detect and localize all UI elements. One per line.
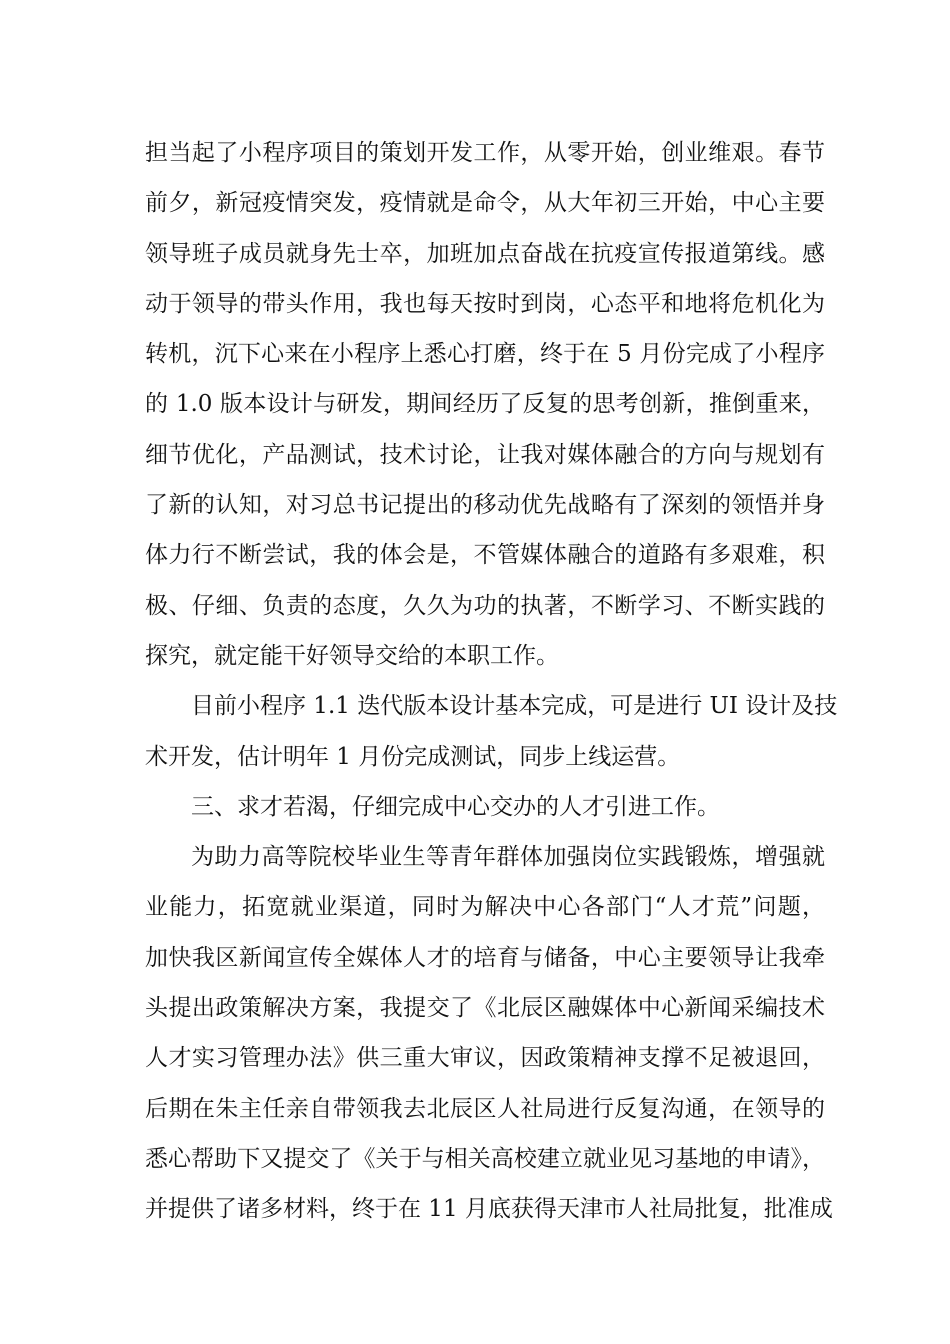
- text-line: 人才实习管理办法》供三重大审议，因政策精神支撑不足被退回，: [145, 1045, 825, 1072]
- text-line: 担当起了小程序项目的策划开发工作，从零开始，创业维艰。春节: [145, 140, 825, 166]
- section-heading: 三、求才若渴，仔细完成中心交办的人才引进工作。: [191, 793, 720, 820]
- text-line: 动于领导的带头作用，我也每天按时到岗，心态平和地将危机化为: [145, 290, 825, 317]
- text-line: 业能力，拓宽就业渠道，同时为解决中心各部门“人才荒”问题，: [145, 894, 825, 921]
- body-text: [145, 128, 838, 1235]
- text-line: 头提出政策解决方案，我提交了《北辰区融媒体中心新闻采编技术: [145, 995, 825, 1022]
- text-line: 并提供了诸多材料，终于在 11 月底获得天津市人社局批复，批准成: [145, 1196, 833, 1223]
- text-line: 前夕，新冠疫情突发，疫情就是命令，从大年初三开始，中心主要: [145, 190, 825, 217]
- text-line: 体力行不断尝试，我的体会是，不管媒体融合的道路有多艰难，积: [145, 542, 825, 569]
- text-line: 后期在朱主任亲自带领我去北辰区人社局进行反复沟通，在领导的: [145, 1095, 825, 1122]
- text-line: 了新的认知，对习总书记提出的移动优先战略有了深刻的领悟并身: [145, 492, 825, 519]
- text-line: 转机，沉下心来在小程序上悉心打磨，终于在 5 月份完成了小程序: [145, 341, 825, 368]
- text-line: 的 1.0 版本设计与研发，期间经历了反复的思考创新，推倒重来，: [145, 391, 825, 418]
- text-line: 探究，就定能干好领导交给的本职工作。: [145, 642, 559, 669]
- text-line: 加快我区新闻宣传全媒体人才的培育与储备，中心主要领导让我牵: [145, 944, 825, 971]
- text-line: 极、仔细、负责的态度，久久为功的执著，不断学习、不断实践的: [145, 592, 825, 619]
- text-line: 术开发，估计明年 1 月份完成测试，同步上线运营。: [145, 743, 681, 770]
- text-line: 领导班子成员就身先士卒，加班加点奋战在抗疫宣传报道第线。感: [145, 240, 825, 267]
- text-line: 悉心帮助下又提交了《关于与相关高校建立就业见习基地的申请》，: [145, 1145, 825, 1172]
- text-line: 为助力高等院校毕业生等青年群体加强岗位实践锻炼，增强就: [191, 844, 825, 871]
- text-line: 目前小程序 1.1 迭代版本设计基本完成，可是进行 UI 设计及技: [191, 693, 838, 720]
- text-line: 细节优化，产品测试，技术讨论，让我对媒体融合的方向与规划有: [145, 441, 825, 468]
